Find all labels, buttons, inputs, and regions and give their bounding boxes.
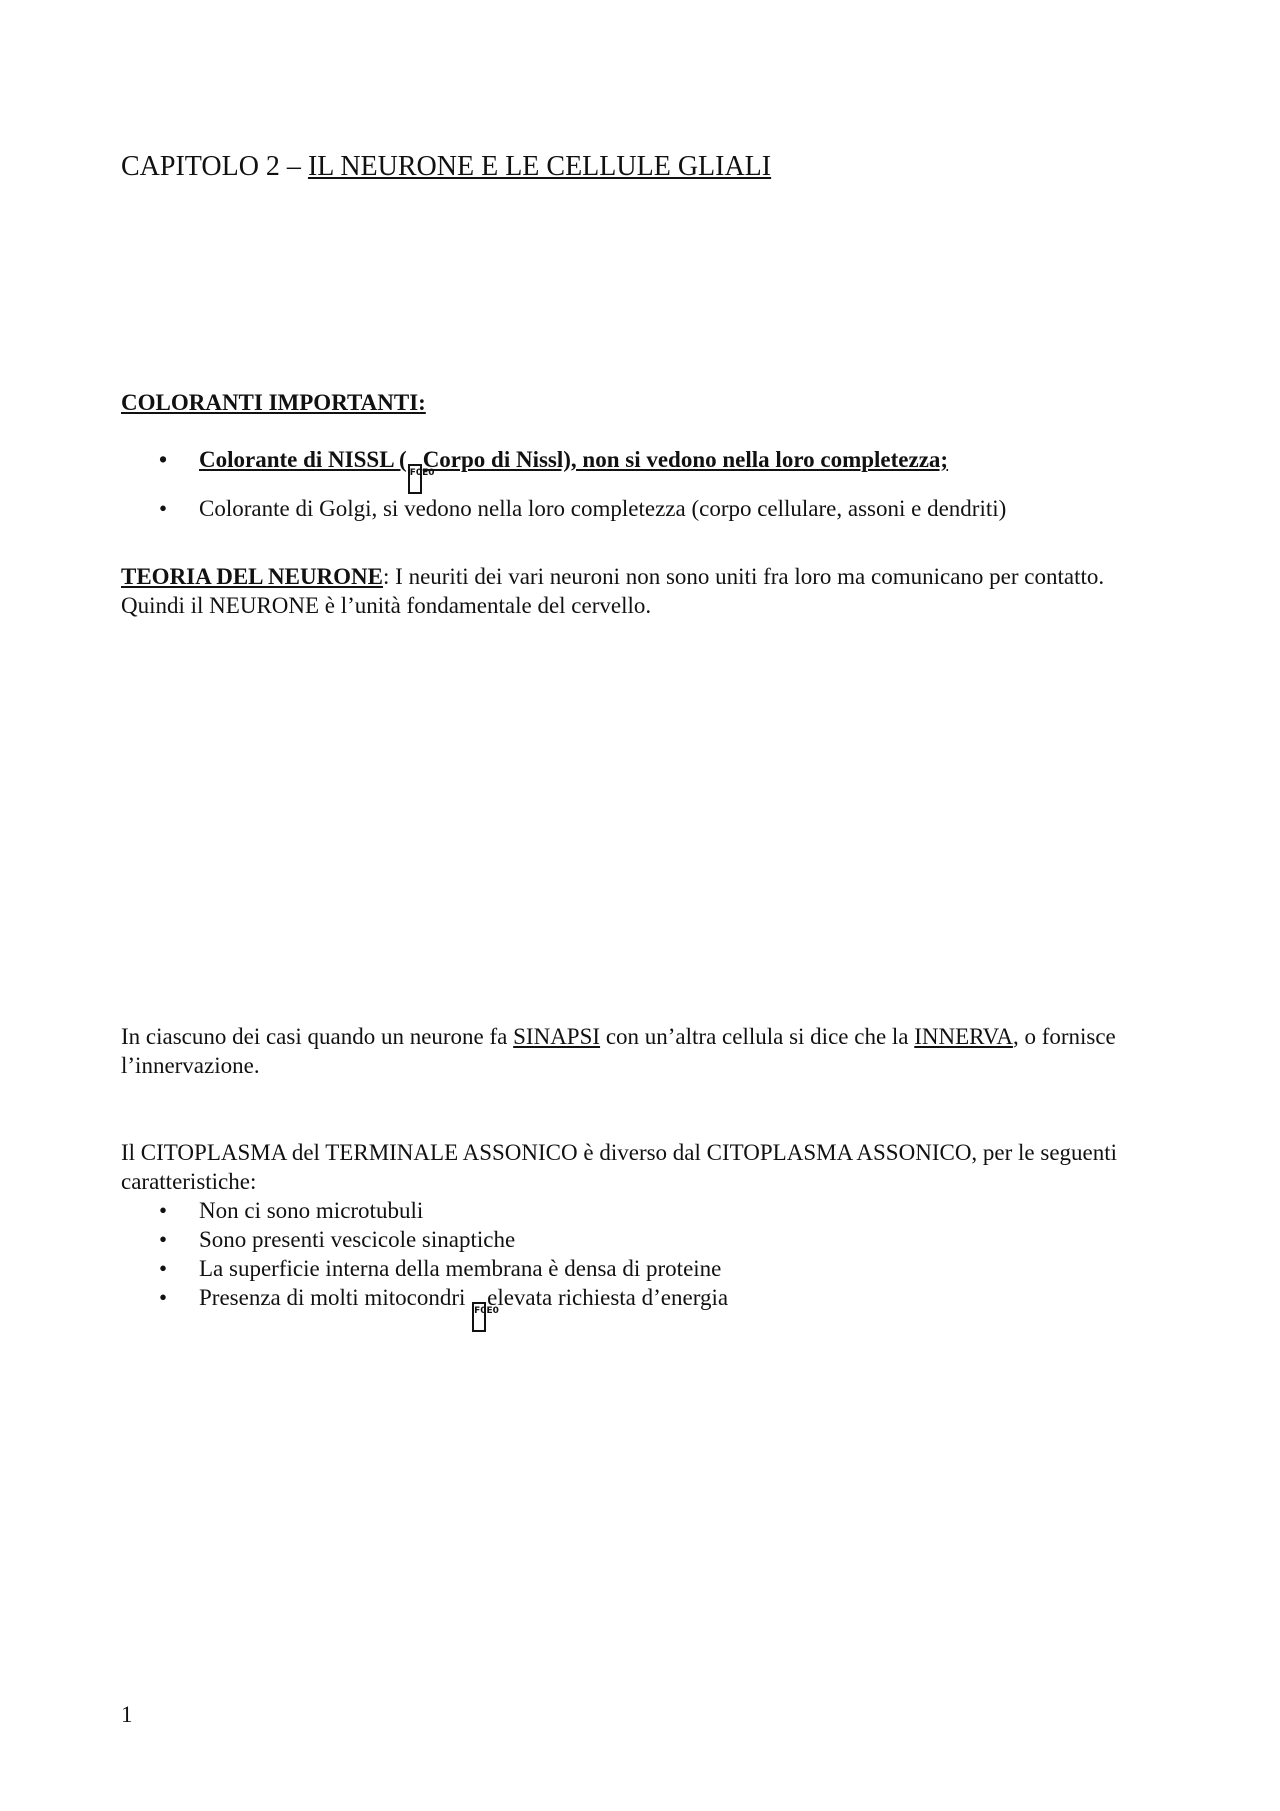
missing-glyph-icon: F0E0	[472, 1302, 486, 1332]
teoria-heading: TEORIA DEL NEURONE	[121, 564, 384, 589]
nissl-after: Corpo di Nissl), non si vedono nella loro completezza;	[422, 447, 949, 472]
bullet-icon: •	[159, 1256, 168, 1281]
citoplasma-list	[121, 1196, 1166, 1332]
missing-glyph-icon: F0E0	[408, 464, 422, 494]
teoria-paragraph	[121, 562, 1166, 620]
mitocondri-before: Presenza di molti mitocondri	[199, 1285, 472, 1310]
bullet-icon: •	[159, 1285, 168, 1310]
golgi-text: Colorante di Golgi, si vedono nella loro completezza (corpo cellulare, assoni e dendriti)	[199, 496, 1007, 521]
sinapsi-part1: In ciascuno dei casi quando un neurone fa	[121, 1024, 514, 1049]
sinapsi-part3: , o fornisce l’innervazione.	[121, 1024, 1116, 1078]
list-item	[121, 1225, 1166, 1254]
page-number: 1	[121, 1702, 133, 1727]
chapter-prefix: CAPITOLO 2 –	[121, 151, 308, 182]
bullet-icon: •	[159, 496, 168, 521]
chapter-title-text: IL NEURONE E LE CELLULE GLIALI	[307, 151, 772, 182]
bullet-icon: •	[159, 1227, 168, 1252]
list-item-text: Sono presenti vescicole sinaptiche	[199, 1227, 516, 1252]
list-item	[121, 494, 1166, 523]
list-item	[121, 1283, 1166, 1332]
innerva-term: INNERVA	[914, 1024, 1013, 1049]
sinapsi-paragraph	[121, 1022, 1166, 1080]
coloranti-heading: COLORANTI IMPORTANTI:	[121, 390, 426, 415]
list-item-text: Non ci sono microtubuli	[199, 1198, 424, 1223]
list-item	[121, 445, 1166, 494]
list-item-text: La superficie interna della membrana è densa di proteine	[199, 1256, 722, 1281]
bullet-icon: •	[159, 1198, 168, 1223]
citoplasma-intro: Il CITOPLASMA del TERMINALE ASSONICO è diverso dal CITOPLASMA ASSONICO, per le seguenti caratteristiche:	[121, 1140, 1118, 1194]
coloranti-list	[121, 445, 1166, 523]
list-item	[121, 1254, 1166, 1283]
sinapsi-term: SINAPSI	[513, 1024, 601, 1049]
chapter-title	[121, 150, 1166, 184]
bullet-icon: •	[159, 447, 168, 472]
mitocondri-after: elevata richiesta d’energia	[487, 1285, 729, 1310]
list-item	[121, 1196, 1166, 1225]
sinapsi-part2: con un’altra cellula si dice che la	[600, 1024, 915, 1049]
teoria-text: : I neuriti dei vari neuroni non sono uniti fra loro ma comunicano per contatto. Quindi il NEURONE è l’unità fondamentale del cervello.	[121, 564, 1105, 618]
nissl-before: Colorante di NISSL (	[199, 447, 407, 472]
